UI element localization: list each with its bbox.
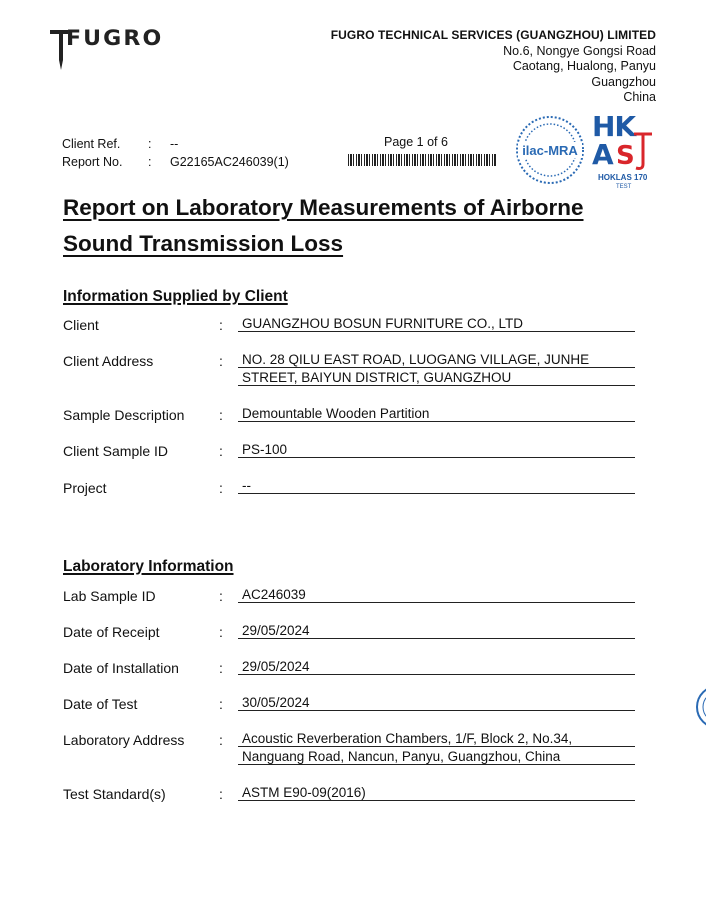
field-value: PS-100 [242, 442, 288, 457]
ilac-mra-icon [514, 114, 586, 186]
report-no-label: Report No. [62, 155, 123, 169]
field-underline [238, 493, 635, 494]
field-colon: : [219, 696, 223, 712]
field-underline [238, 331, 635, 332]
field-underline [238, 800, 635, 801]
field-underline [238, 638, 635, 639]
field-underline [238, 764, 635, 765]
field-colon: : [219, 353, 223, 369]
report-no-colon: : [148, 155, 152, 169]
field-label: Sample Description [63, 407, 185, 423]
ilac-mra-logo [514, 114, 586, 186]
lab-section-heading: Laboratory Information [63, 558, 234, 575]
field-value: GUANGZHOU BOSUN FURNITURE CO., LTD [242, 316, 524, 331]
report-title-line: Sound Transmission Loss [63, 231, 344, 256]
svg-text:HK: HK [592, 112, 636, 143]
field-underline [238, 710, 635, 711]
company-address-block [331, 28, 656, 106]
field-label: Test Standard(s) [63, 786, 166, 802]
field-value: Demountable Wooden Partition [242, 406, 430, 421]
field-value: 29/05/2024 [242, 623, 310, 638]
field-colon: : [219, 480, 223, 496]
stamp-seal-icon [694, 683, 706, 731]
field-colon: : [219, 624, 223, 640]
barcode [348, 154, 496, 166]
hkas-icon [590, 112, 656, 192]
field-underline [238, 457, 635, 458]
field-underline [238, 674, 635, 675]
field-underline [238, 421, 635, 422]
company-name: FUGRO TECHNICAL SERVICES (GUANGZHOU) LIMITED [330, 28, 656, 42]
field-colon: : [219, 660, 223, 676]
hkas-sub: TEST [616, 184, 632, 190]
page-indicator: Page 1 of 6 [384, 135, 448, 149]
field-colon: : [219, 443, 223, 459]
svg-text:A: A [592, 138, 614, 171]
stamp-seal [694, 683, 706, 731]
ilac-text: ilac-MRA [522, 143, 578, 158]
field-value: 30/05/2024 [242, 695, 310, 710]
field-value-continued: STREET, BAIYUN DISTRICT, GUANGZHOU [242, 370, 512, 385]
field-colon: : [219, 732, 223, 748]
report-title [63, 190, 643, 262]
fugro-logo [48, 22, 164, 72]
field-label: Lab Sample ID [63, 588, 156, 604]
report-no-value: G22165AC246039(1) [170, 155, 289, 169]
field-colon: : [219, 588, 223, 604]
field-value: NO. 28 QILU EAST ROAD, LUOGANG VILLAGE, JUNHE [242, 352, 590, 367]
field-value-continued: Nanguang Road, Nancun, Panyu, Guangzhou, China [242, 749, 561, 764]
fugro-logo-text: FUGRO [66, 26, 164, 50]
field-value: -- [242, 478, 251, 493]
field-value: ASTM E90-09(2016) [242, 785, 366, 800]
svg-text:S: S [616, 141, 635, 171]
field-label: Date of Receipt [63, 624, 160, 640]
field-label: Project [63, 480, 107, 496]
field-label: Date of Test [63, 696, 138, 712]
field-underline [238, 385, 635, 386]
field-colon: : [219, 317, 223, 333]
hkas-logo [590, 112, 656, 192]
field-label: Client Sample ID [63, 443, 169, 459]
field-colon: : [219, 407, 223, 423]
field-value: AC246039 [242, 587, 306, 602]
field-underline [238, 602, 635, 603]
client-ref-label: Client Ref. [62, 137, 121, 151]
field-underline [238, 367, 635, 368]
field-label: Client Address [63, 353, 154, 369]
client-section-heading: Information Supplied by Client [63, 288, 288, 305]
field-label: Date of Installation [63, 660, 179, 676]
company-address-line: Caotang, Hualong, Panyu [512, 59, 656, 74]
field-label: Laboratory Address [63, 732, 185, 748]
company-address-line: No.6, Nongye Gongsi Road [503, 43, 656, 58]
field-colon: : [219, 786, 223, 802]
field-value: 29/05/2024 [242, 659, 310, 674]
field-label: Client [63, 317, 99, 333]
hkas-number: HOKLAS 170 [598, 173, 648, 182]
company-address-line: Guangzhou [591, 74, 656, 89]
client-ref-colon: : [148, 137, 152, 151]
report-title-line: Report on Laboratory Measurements of Airborne [63, 195, 584, 220]
field-value: Acoustic Reverberation Chambers, 1/F, Block 2, No.34, [242, 731, 573, 746]
field-underline [238, 746, 635, 747]
client-ref-value: -- [170, 137, 179, 151]
company-address-line: China [623, 90, 656, 105]
